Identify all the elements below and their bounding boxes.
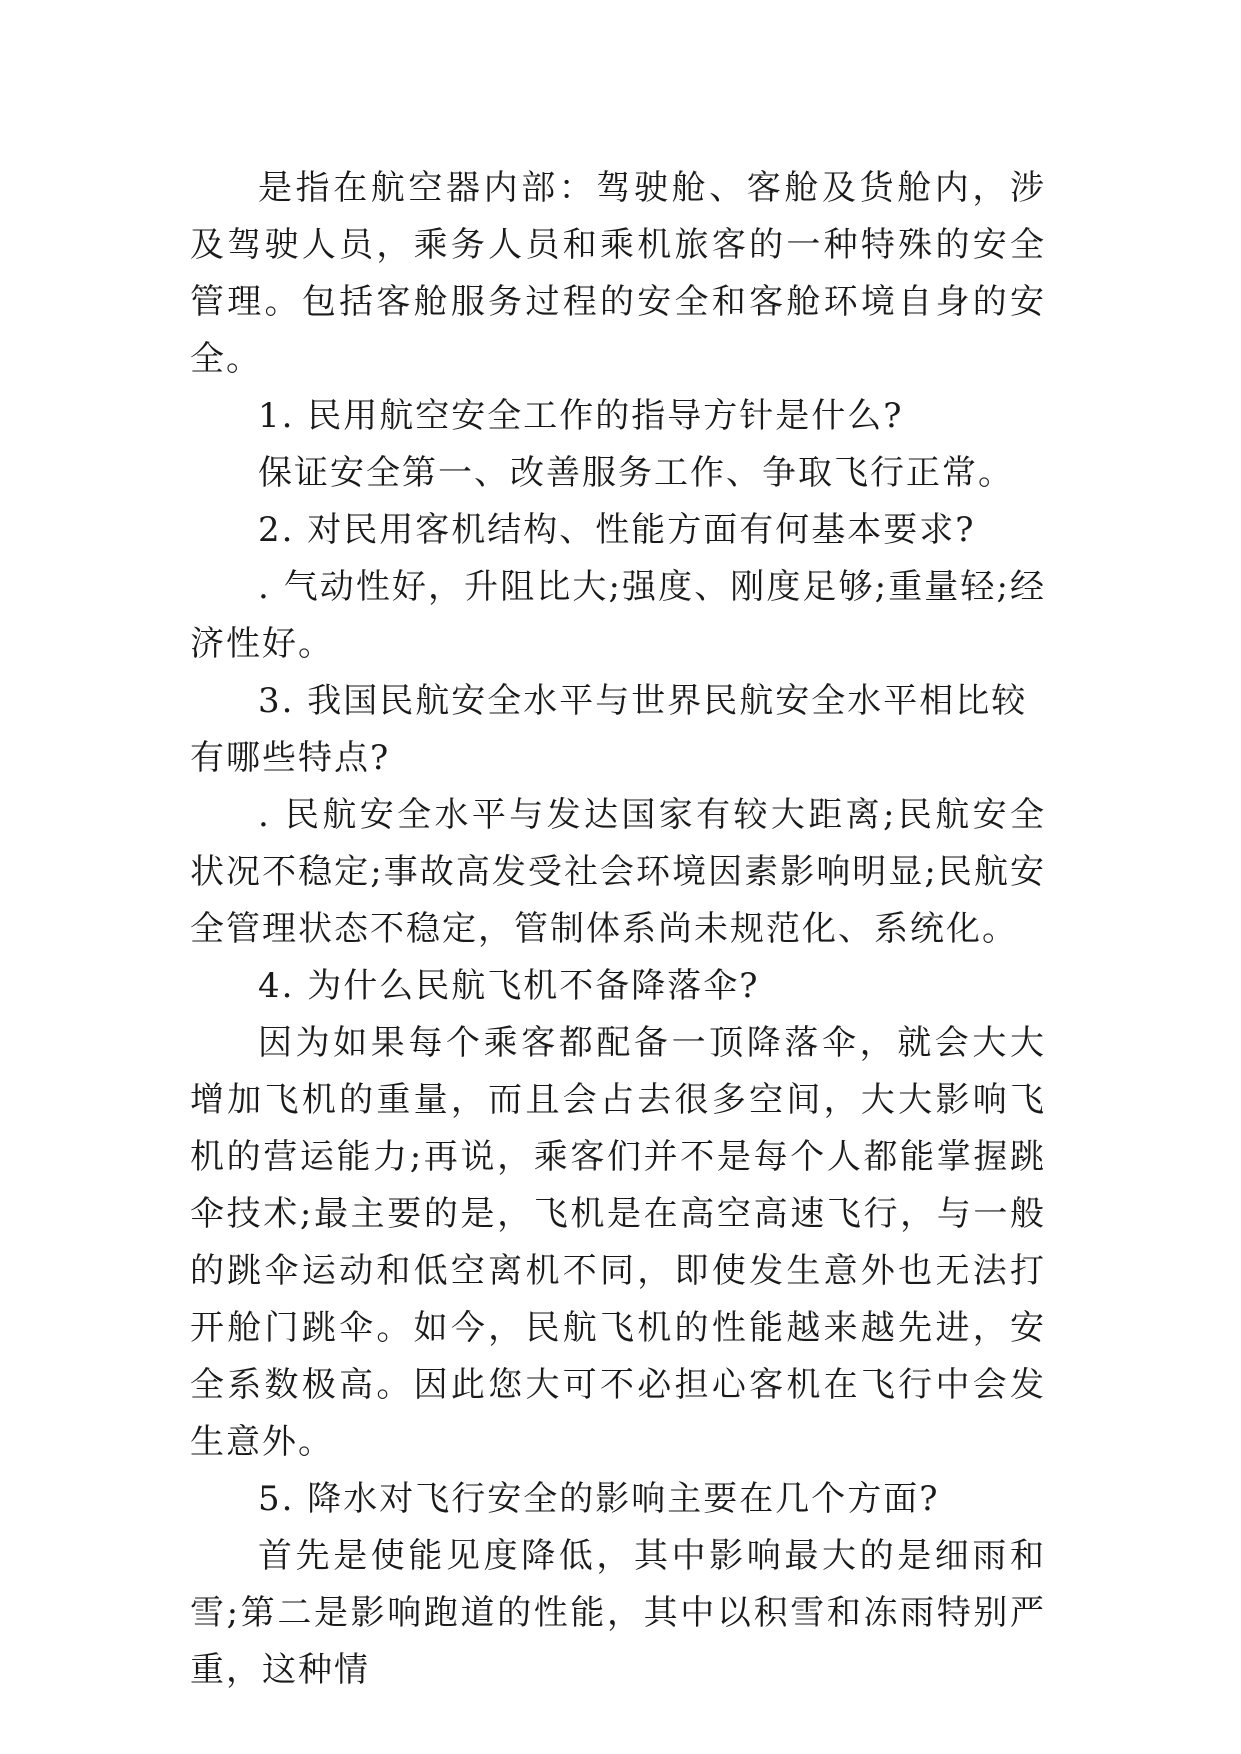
question-heading: 1. 民用航空安全工作的指导方针是什么? bbox=[258, 396, 904, 436]
answer-paragraph: 首先是使能见度降低，其中影响最大的是细雨和雪;第二是影响跑道的性能，其中以积雪和冻雨特别严重，这种情 bbox=[190, 1536, 1046, 1690]
question-heading: 3. 我国民航安全水平与世界民航安全水平相比较有哪些特点? bbox=[190, 681, 1028, 778]
document-body bbox=[190, 160, 1046, 1699]
answer-paragraph: 保证安全第一、改善服务工作、争取飞行正常。 bbox=[258, 453, 1014, 493]
answer-paragraph: 因为如果每个乘客都配备一顶降落伞，就会大大增加飞机的重量，而且会占去很多空间，大大影响飞机的营运能力;再说，乘客们并不是每个人都能掌握跳伞技术;最主要的是，飞机是在高空高速飞行，与一般的跳伞运动和低空离机不同，即使发生意外也无法打开舱门跳伞。如今，民航飞机的性能越来越先进，安全系数极高。因此您大可不必担心客机在飞行中会发生意外。 bbox=[190, 1023, 1046, 1462]
question-heading: 4. 为什么民航飞机不备降落伞? bbox=[258, 966, 760, 1006]
answer-paragraph: . 民航安全水平与发达国家有较大距离;民航安全状况不稳定;事故高发受社会环境因素影响明显;民航安全管理状态不稳定，管制体系尚未规范化、系统化。 bbox=[190, 795, 1046, 949]
paragraph: 是指在航空器内部：驾驶舱、客舱及货舱内，涉及驾驶人员，乘务人员和乘机旅客的一种特殊的安全管理。包括客舱服务过程的安全和客舱环境自身的安全。 bbox=[190, 168, 1046, 379]
question-heading: 5. 降水对飞行安全的影响主要在几个方面? bbox=[258, 1479, 940, 1519]
answer-paragraph: . 气动性好，升阻比大;强度、刚度足够;重量轻;经济性好。 bbox=[190, 567, 1046, 664]
question-heading: 2. 对民用客机结构、性能方面有何基本要求? bbox=[258, 510, 976, 550]
